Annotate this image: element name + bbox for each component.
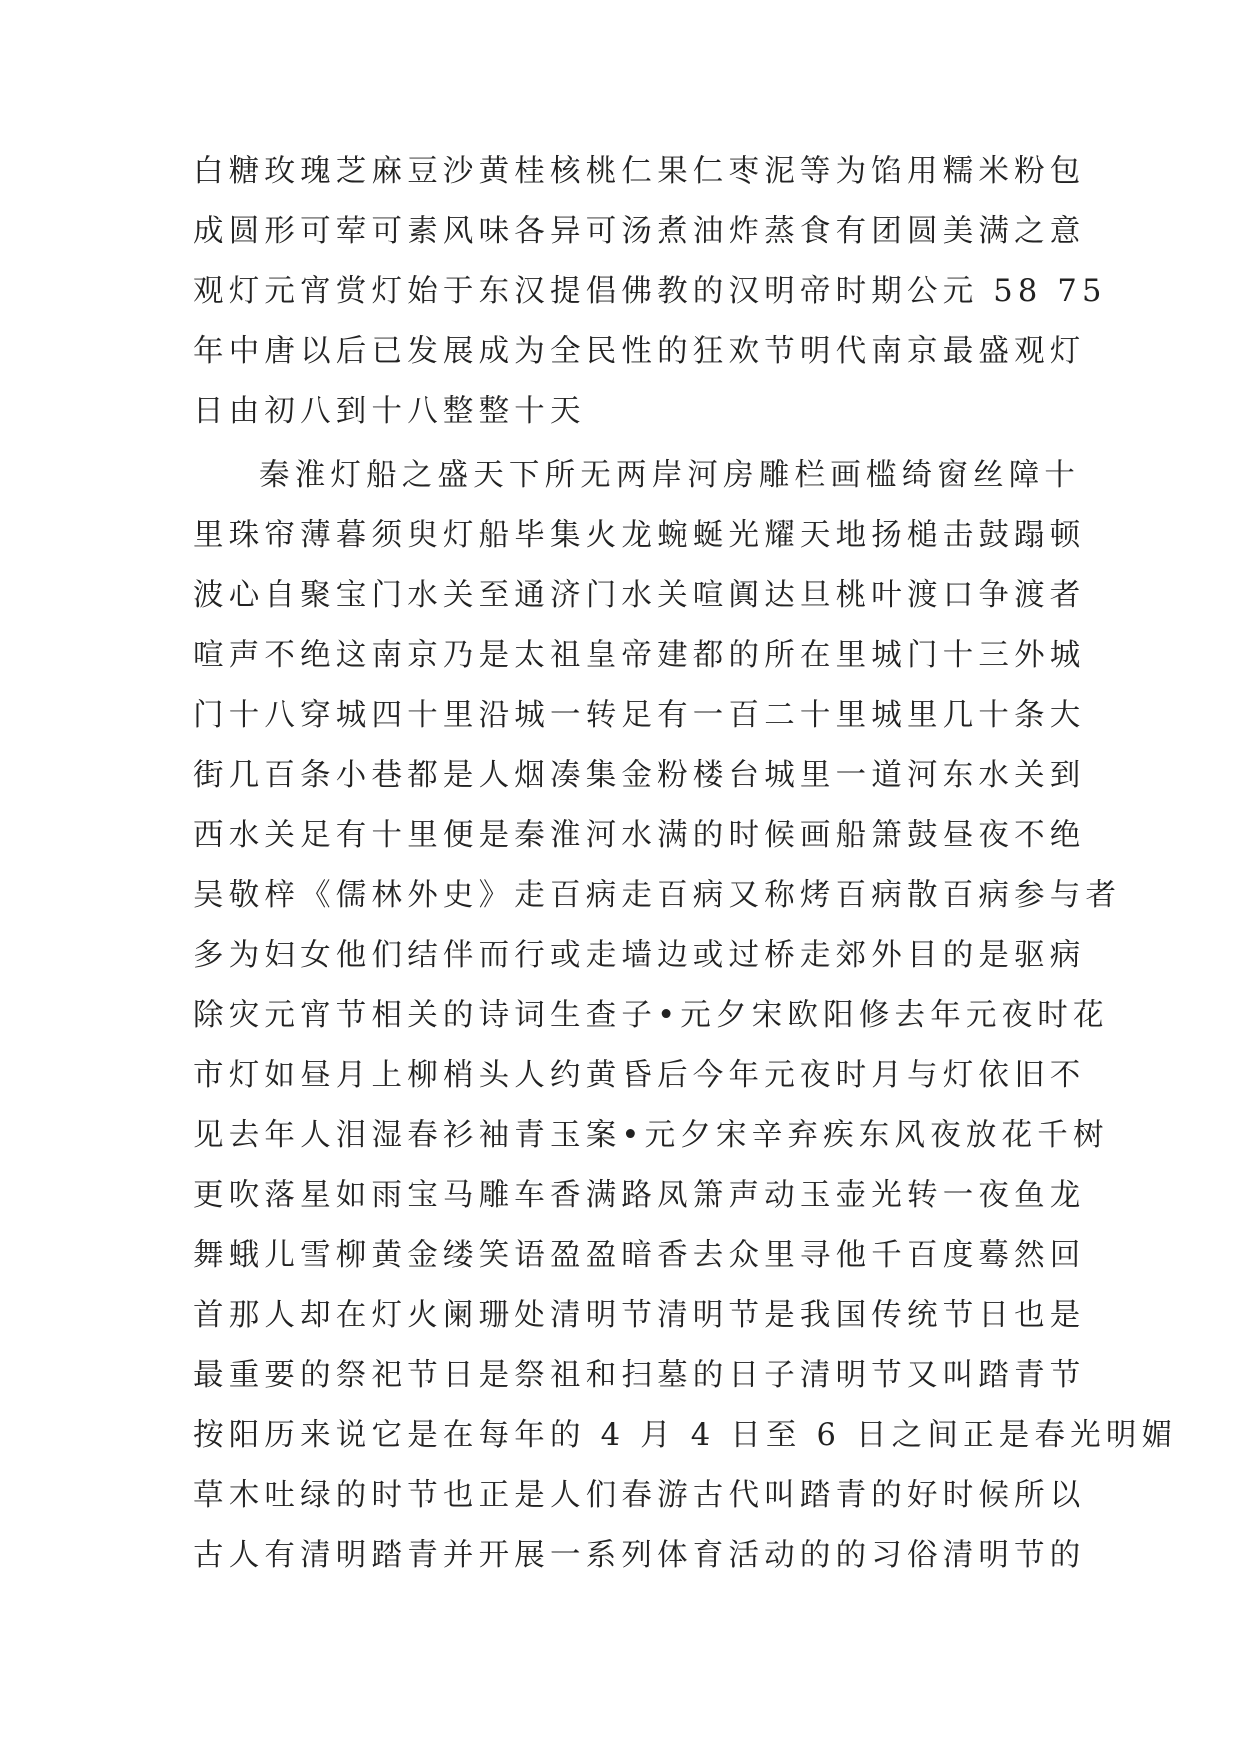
text-line: 街几百条小巷都是人烟凑集金粉楼台城里一道河东水关到 bbox=[193, 758, 1086, 793]
text-line: 里珠帘薄暮须臾灯船毕集火龙蜿蜒光耀天地扬槌击鼓蹋顿 bbox=[193, 518, 1086, 553]
text-line: 日由初八到十八整整十天 bbox=[193, 394, 586, 429]
text-line: 喧声不绝这南京乃是太祖皇帝建都的所在里城门十三外城 bbox=[193, 638, 1086, 673]
text-line: 吴敬梓《儒林外史》走百病走百病又称烤百病散百病参与者 bbox=[193, 878, 1122, 913]
text-line: 市灯如昼月上柳梢头人约黄昏后今年元夜时月与灯依旧不 bbox=[193, 1058, 1086, 1093]
text-line: 波心自聚宝门水关至通济门水关喧阗达旦桃叶渡口争渡者 bbox=[193, 578, 1086, 613]
text-line: 西水关足有十里便是秦淮河水满的时候画船箫鼓昼夜不绝 bbox=[193, 818, 1086, 853]
text-line: 观灯元宵赏灯始于东汉提倡佛教的汉明帝时期公元 58 75 bbox=[193, 274, 1107, 309]
text-line: 成圆形可荤可素风味各异可汤煮油炸蒸食有团圆美满之意 bbox=[193, 214, 1086, 249]
text-line: 多为妇女他们结伴而行或走墙边或过桥走郊外目的是驱病 bbox=[193, 938, 1086, 973]
text-line: 古人有清明踏青并开展一系列体育活动的的习俗清明节的 bbox=[193, 1538, 1086, 1573]
text-line: 门十八穿城四十里沿城一转足有一百二十里城里几十条大 bbox=[193, 698, 1086, 733]
text-line: 按阳历来说它是在每年的 4 月 4 日至 6 日之间正是春光明媚 bbox=[193, 1418, 1178, 1453]
text-line: 最重要的祭祀节日是祭祖和扫墓的日子清明节又叫踏青节 bbox=[193, 1358, 1086, 1393]
text-line: 首那人却在灯火阑珊处清明节清明节是我国传统节日也是 bbox=[193, 1298, 1086, 1333]
text-line: 除灾元宵节相关的诗词生查子•元夕宋欧阳修去年元夜时花 bbox=[193, 998, 1109, 1033]
text-line: 草木吐绿的时节也正是人们春游古代叫踏青的好时候所以 bbox=[193, 1478, 1086, 1513]
text-line: 舞蛾儿雪柳黄金缕笑语盈盈暗香去众里寻他千百度蓦然回 bbox=[193, 1238, 1086, 1273]
text-line: 白糖玫瑰芝麻豆沙黄桂核桃仁果仁枣泥等为馅用糯米粉包 bbox=[193, 154, 1086, 189]
text-line: 见去年人泪湿春衫袖青玉案•元夕宋辛弃疾东风夜放花千树 bbox=[193, 1118, 1109, 1153]
text-line: 更吹落星如雨宝马雕车香满路凤箫声动玉壶光转一夜鱼龙 bbox=[193, 1178, 1086, 1213]
paragraph-first-line: 秦淮灯船之盛天下所无两岸河房雕栏画槛绮窗丝障十 bbox=[259, 458, 1081, 493]
text-line: 年中唐以后已发展成为全民性的狂欢节明代南京最盛观灯 bbox=[193, 334, 1086, 369]
